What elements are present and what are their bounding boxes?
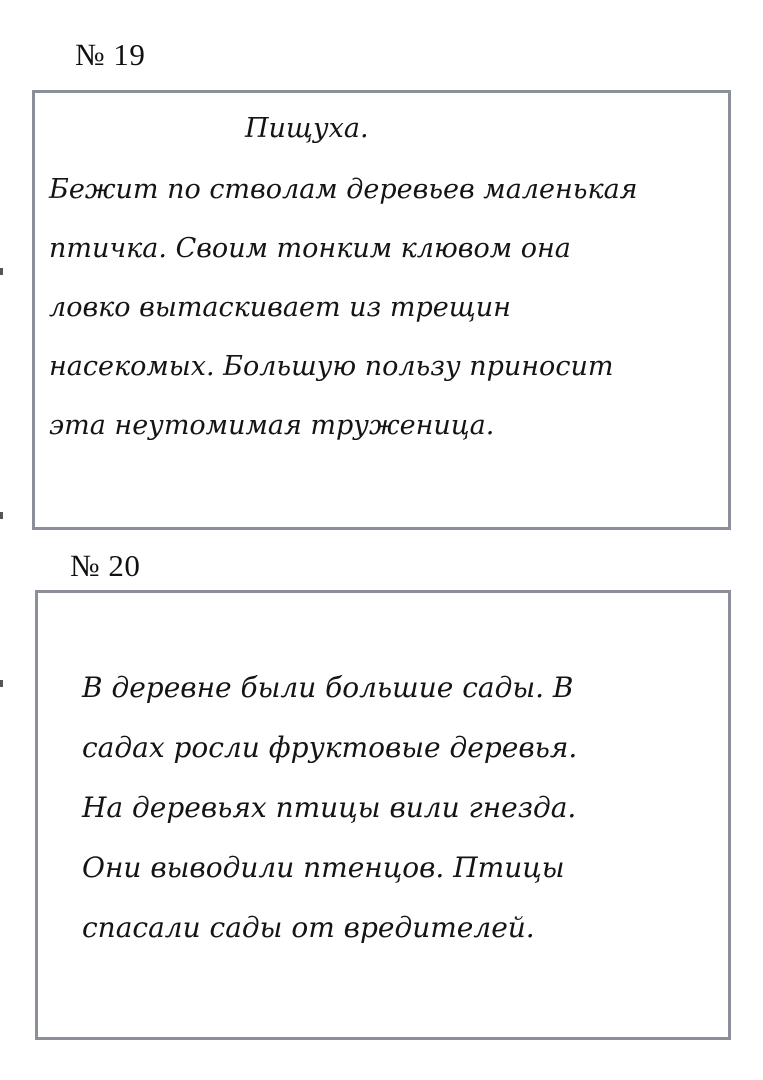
exercise-title: Пищуха. xyxy=(245,113,369,144)
text-line: Бежит по стволам деревьев маленькая xyxy=(49,174,638,205)
text-line: В деревне были большие сады. В xyxy=(82,671,574,704)
text-line: ловко вытаскивает из трещин xyxy=(49,292,511,323)
text-line: спасали сады от вредителей. xyxy=(82,911,535,944)
exercise-card-19 xyxy=(32,90,731,530)
text-line: птичка. Своим тонким клювом она xyxy=(49,233,571,264)
text-line: эта неутомимая труженица. xyxy=(49,410,495,441)
page-edge-mark xyxy=(0,268,3,275)
text-line: садах росли фруктовые деревья. xyxy=(82,731,578,764)
exercise-card-20 xyxy=(35,590,731,1040)
text-line: На деревьях птицы вили гнезда. xyxy=(82,791,577,824)
exercise-number-19: № 19 xyxy=(75,37,146,72)
exercise-number-20: № 20 xyxy=(70,548,141,583)
page-edge-mark xyxy=(0,512,3,519)
page-edge-mark xyxy=(0,680,3,687)
text-line: Они выводили птенцов. Птицы xyxy=(82,851,565,884)
text-line: насекомых. Большую пользу приносит xyxy=(49,351,614,382)
